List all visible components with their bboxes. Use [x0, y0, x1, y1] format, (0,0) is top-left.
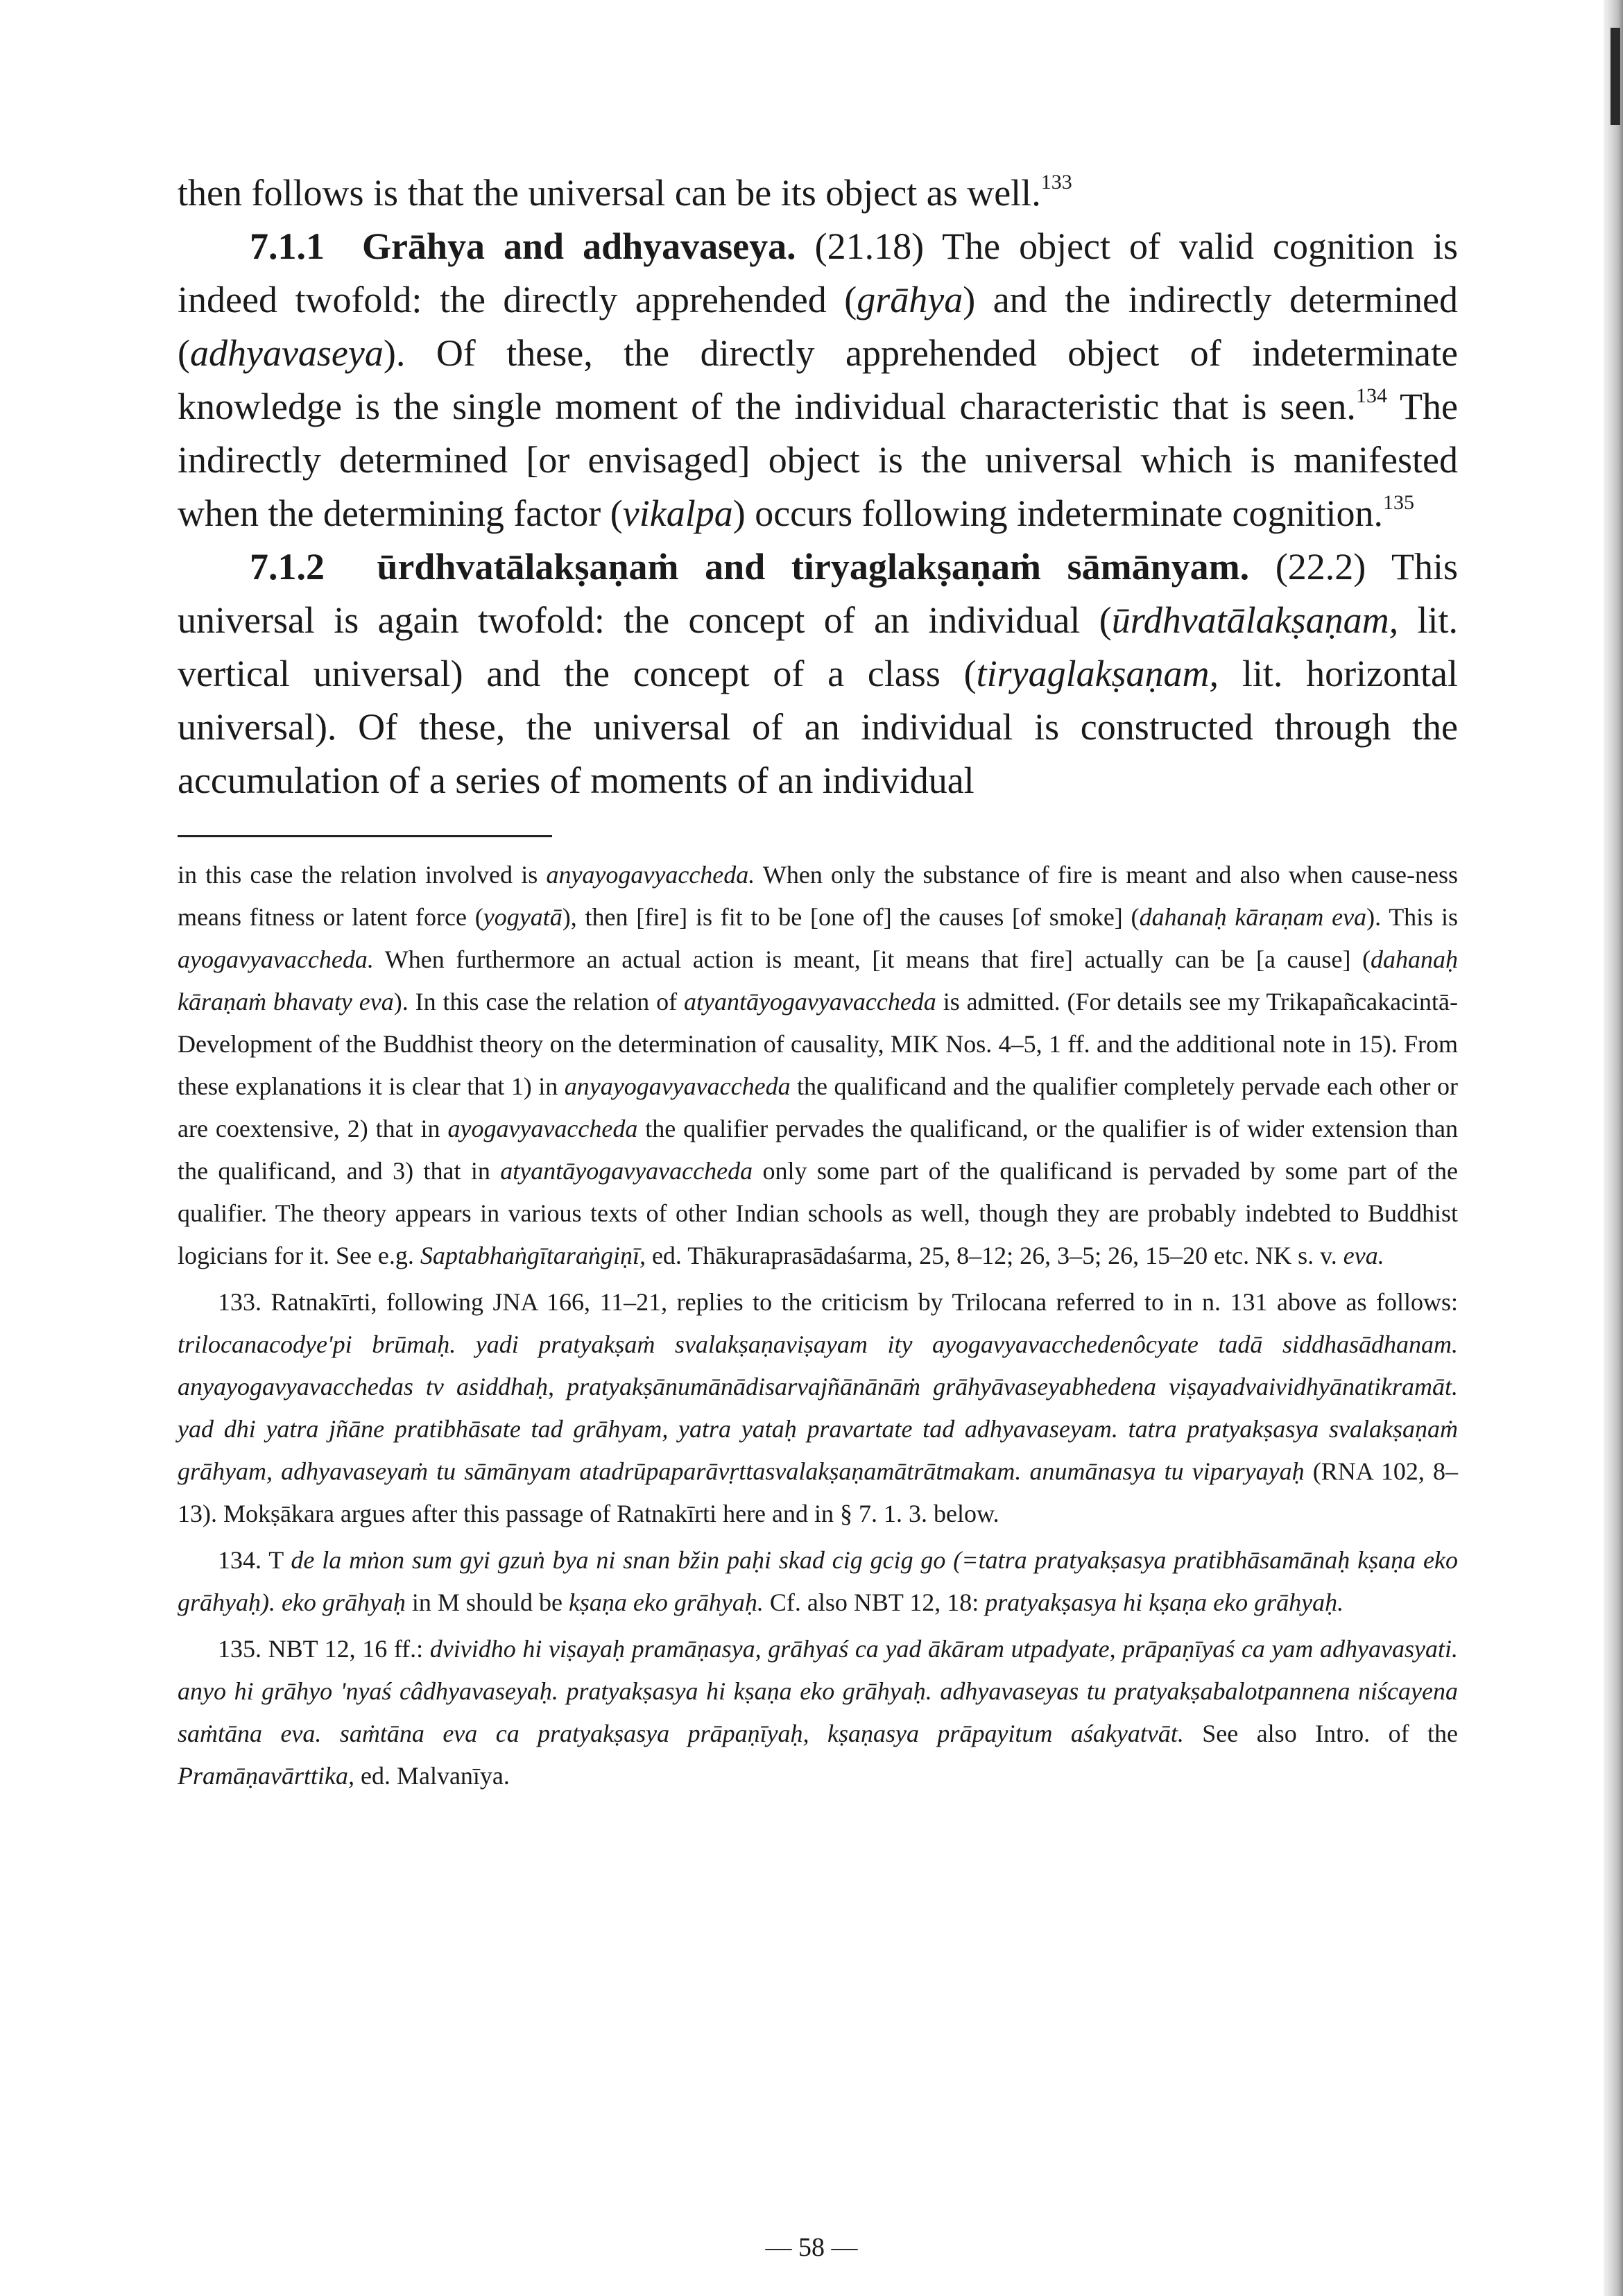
footnote-134: 134. T de la mṅon sum gyi gzuṅ bya ni snan bžin paḥi skad cig gcig go (=tatra pratyakṣasya pratibhāsamānaḥ kṣaṇa eko grāhyaḥ). eko grāhyaḥ in M should be kṣaṇa eko grāhyaḥ. Cf. also NBT 12, 18: pratyakṣasya hi kṣaṇa eko grāhyaḥ.	[178, 1546, 1458, 1616]
footnote-ref[interactable]: 135	[1382, 491, 1414, 514]
paragraph-continuation: then follows is that the universal can be its object as well.$^{133}$	[178, 171, 1072, 214]
section-number: 7.1.2	[250, 546, 325, 588]
scan-shadow-mark	[1611, 28, 1620, 125]
footnote-133: 133. Ratnakīrti, following JNA 166, 11–21, replies to the criticism by Trilocana referred to in n. 131 above as follows: trilocanacodye'pi brūmaḥ. yadi pratyakṣaṁ svalakṣaṇaviṣayam ity ayogavyavacchedenôcyate tadā siddhasādhanam. anyayogavyavacchedas tv asiddhaḥ, pratyakṣānumānādisarvajñānānāṁ grāhyāvaseyabhedena viṣayadvaividhyānatikramāt. yad dhi yatra jñāne pratibhāsate tad grāhyam, yatra yataḥ pravartate tad adhyavaseyam. tatra pratyakṣasya svalakṣaṇaṁ grāhyam, adhyavaseyaṁ tu sāmānyam atadrūpaparāvṛttasvalakṣaṇamātrātmakam. anumānasya tu viparyayaḥ (RNA 102, 8–13). Mokṣākara argues after this passage of Ratnakīrti here and in § 7. 1. 3. below.	[178, 1288, 1459, 1527]
section-7-1-2: 7.1.2 ūrdhvatālakṣaṇaṁ and tiryaglakṣaṇaṁ sāmānyam. (22.2) This universal is again twofold: the concept of an individual (ūrdhvatālakṣaṇam, lit. vertical universal) and the concept of a class (tiryaglakṣaṇam, lit. horizontal universal). Of these, the universal of an individual is constructed through the accumulation of a series of moments of an individual	[178, 546, 1459, 801]
section-7-1-1: 7.1.1 Grāhya and adhyavaseya. (21.18) The object of valid cognition is indeed twofold: the directly apprehended (grāhya) and the indirectly determined (adhyavaseya). Of these, the directly apprehended object of indeterminate knowledge is the single moment of the individual characteristic that is seen.$^{134}$ The indirectly determined [or envisaged] object is the universal which is manifested when the determining factor (vikalpa) occurs following indeterminate cognition.$^{135}$	[178, 225, 1458, 534]
section-title: Grāhya and adhyavaseya.	[362, 225, 796, 267]
section-title: ūrdhvatālakṣaṇaṁ and tiryaglakṣaṇaṁ sāmānyam.	[377, 546, 1250, 588]
section-number: 7.1.1	[250, 225, 325, 267]
book-page	[178, 166, 1458, 1797]
footnote-number: 133.	[218, 1288, 261, 1316]
footnotes	[178, 854, 1458, 1797]
footnote-continuation: in this case the relation involved is anyayogavyaccheda. When only the substance of fire is meant and also when cause-ness means fitness or latent force (yogyatā), then [fire] is fit to be [one of] the causes [of smoke] (dahanaḥ kāraṇam eva). This is ayogavyavaccheda. When furthermore an actual action is meant, [it means that fire] actually can be [a cause] (dahanaḥ kāraṇaṁ bhavaty eva). In this case the relation of atyantāyogavyavaccheda is admitted. (For details see my Trikapañcakacintā- Development of the Buddhist theory on the determination of causality, MIK Nos. 4–5, 1 ff. and the additional note in 15). From these explanations it is clear that 1) in anyayogavyavaccheda the qualificand and the qualifier completely pervade each other or are coextensive, 2) that in ayogavyavaccheda the qualifier pervades the qualificand, or the qualifier is of wider extension than the qualificand, and 3) that in atyantāyogavyavaccheda only some part of the qualificand is pervaded by some part of the qualifier. The theory appears in various texts of other Indian schools as well, though they are probably indebted to Buddhist logicians for it. See e.g. Saptabhaṅgītaraṅgiṇī, ed. Thākuraprasādaśarma, 25, 8–12; 26, 3–5; 26, 15–20 etc. NK s. v. eva.	[178, 861, 1459, 1269]
footnote-135: 135. NBT 12, 16 ff.: dvividho hi viṣayaḥ pramāṇasya, grāhyaś ca yad ākāram utpadyate, prāpaṇīyaś ca yam adhyavasyati. anyo hi grāhyo 'nyaś câdhyavaseyaḥ. pratyakṣasya hi kṣaṇa eko grāhyaḥ. adhyavaseyas tu pratyakṣabalotpannena niścayena saṁtāna eva. saṁtāna eva ca pratyakṣasya prāpaṇīyaḥ, kṣaṇasya prāpayitum aśakyatvāt. See also Intro. of the Pramāṇavārttika, ed. Malvanīya.	[178, 1635, 1458, 1790]
footnote-number: 135.	[218, 1635, 261, 1663]
scanned-page-edge	[1604, 0, 1623, 2296]
footnote-ref[interactable]: 133	[1040, 171, 1072, 194]
main-text	[178, 166, 1458, 807]
footnote-number: 134.	[218, 1546, 261, 1574]
footnote-ref[interactable]: 134	[1355, 384, 1387, 407]
page-number: — 58 —	[765, 2233, 858, 2262]
footnote-divider	[178, 835, 552, 837]
